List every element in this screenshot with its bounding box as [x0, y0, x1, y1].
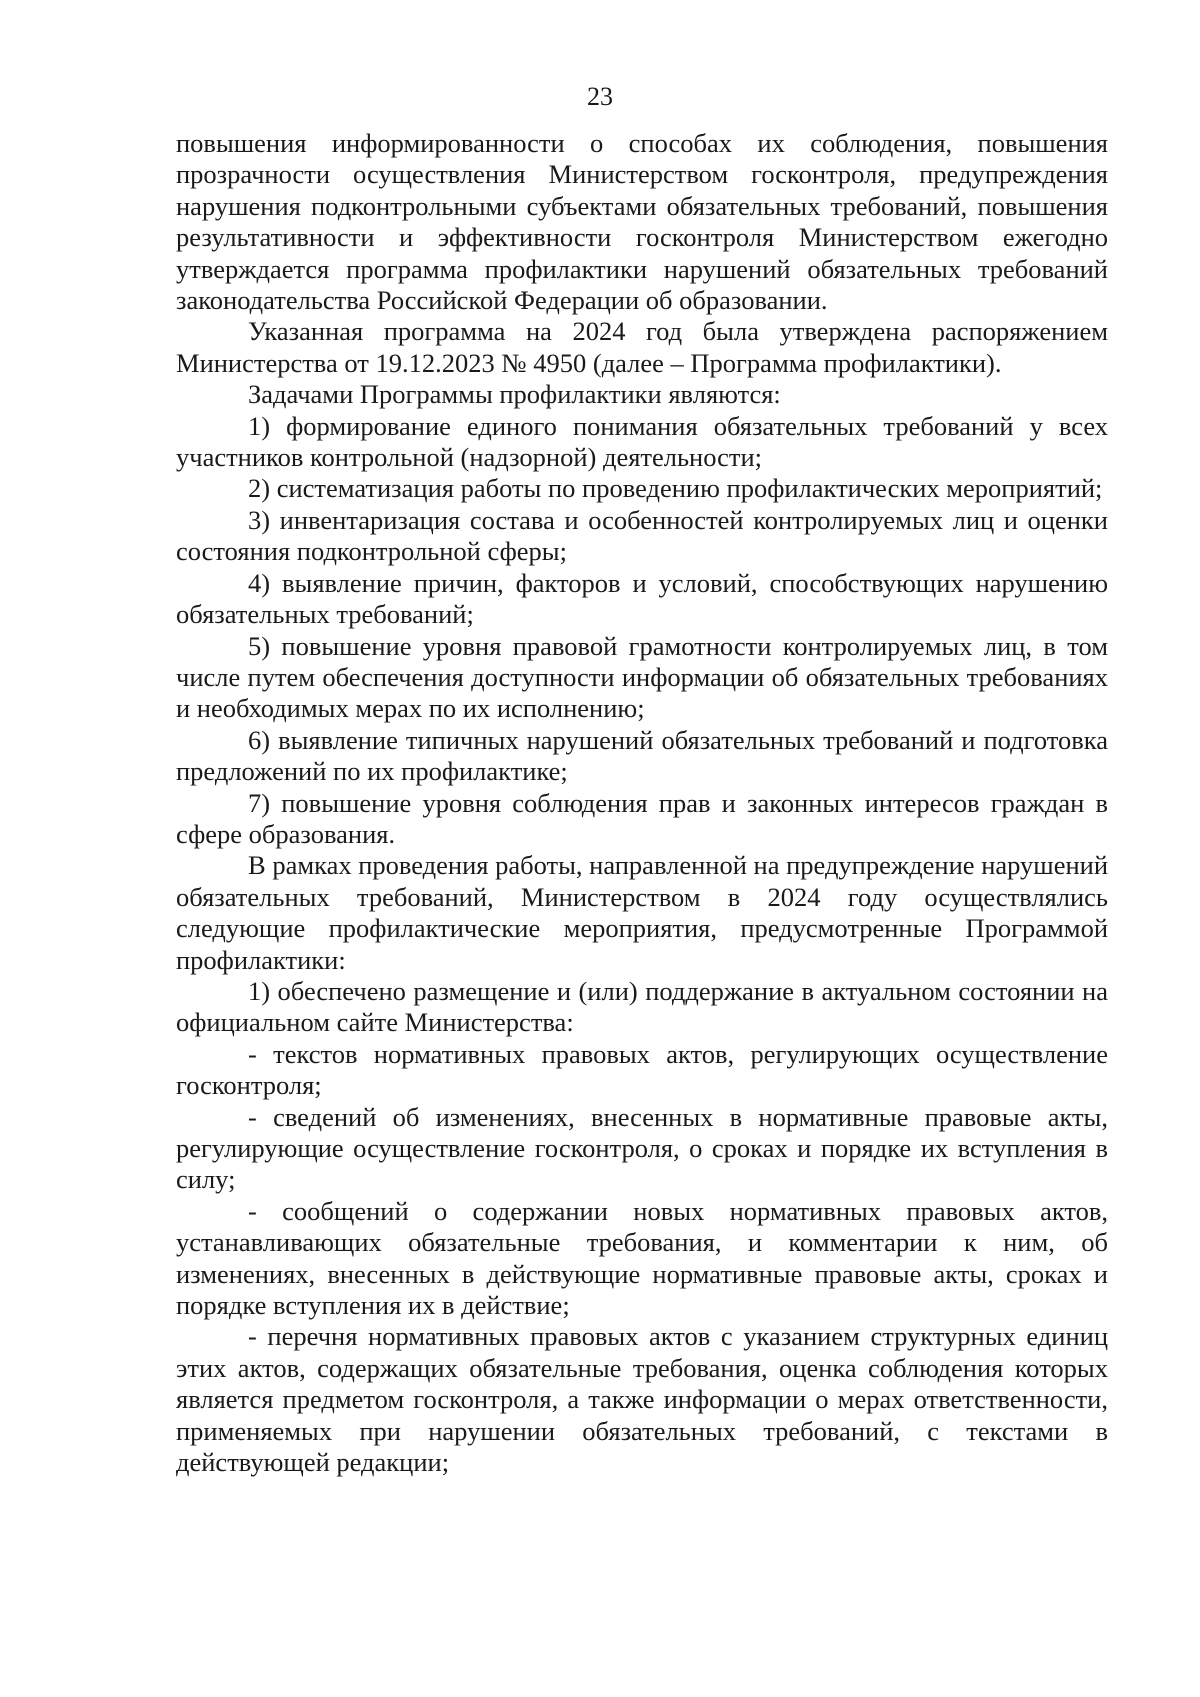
measure-item-1: 1) обеспечено размещение и (или) поддержание в актуальном состоянии на официальном сайте Министерства: — [176, 975, 1108, 1038]
task-item-1: 1) формирование единого понимания обязательных требований у всех участников контрольной (надзорной) деятельности; — [176, 410, 1108, 473]
task-item-2: 2) систематизация работы по проведению профилактических мероприятий; — [248, 473, 1103, 504]
page-number: 23 — [587, 82, 613, 111]
paragraph-measures-intro: В рамках проведения работы, направленной на предупреждение нарушений обязательных требований, Министерством в 2024 году осуществлялись следующие профилактические мероприятия, предусмотренные Программой профилактики: — [176, 850, 1108, 975]
paragraph-tasks-heading: Задачами Программы профилактики являются: — [248, 379, 781, 410]
task-item-5: 5) повышение уровня правовой грамотности контролируемых лиц, в том числе путем обеспечения доступности информации об обязательных требованиях и необходимых мерах по их исполнению; — [176, 630, 1108, 724]
paragraph-program-approval: Указанная программа на 2024 год была утверждена распоряжением Министерства от 19.12.2023 № 4950 (далее – Программа профилактики). — [176, 316, 1108, 378]
task-item-4: 4) выявление причин, факторов и условий, способствующих нарушению обязательных требований; — [176, 567, 1108, 630]
document-body — [176, 128, 1108, 1478]
task-item-7: 7) повышение уровня соблюдения прав и законных интересов граждан в сфере образования. — [176, 787, 1108, 849]
dash-item-changes: - сведений об изменениях, внесенных в нормативные правовые акты, регулирующие осуществление госконтроля, о сроках и порядке их вступления в силу; — [176, 1101, 1108, 1195]
dash-item-texts: - текстов нормативных правовых актов, регулирующих осуществление госконтроля; — [176, 1038, 1108, 1101]
paragraph-intro-continuation: повышения информированности о способах их соблюдения, повышения прозрачности осуществления Министерством госконтроля, предупреждения нарушения подконтрольными субъектами обязательных требований, повышения результативности и эффективности госконтроля Министерством ежегодно утверждается программа профилактики нарушений обязательных требований законодательства Российской Федерации об образовании. — [176, 128, 1108, 316]
dash-item-list: - перечня нормативных правовых актов с указанием структурных единиц этих актов, содержащих обязательные требования, оценка соблюдения которых является предметом госконтроля, а также информации о мерах ответственности, применяемых при нарушении обязательных требований, с текстами в действующей редакции; — [176, 1321, 1108, 1478]
task-item-3: 3) инвентаризация состава и особенностей контролируемых лиц и оценки состояния подконтрольной сферы; — [176, 504, 1108, 567]
task-item-6: 6) выявление типичных нарушений обязательных требований и подготовка предложений по их профилактике; — [176, 724, 1108, 787]
dash-item-messages: - сообщений о содержании новых нормативных правовых актов, устанавливающих обязательные требования, и комментарии к ним, об изменениях, внесенных в действующие нормативные правовые акты, сроках и порядке вступления их в действие; — [176, 1195, 1108, 1321]
